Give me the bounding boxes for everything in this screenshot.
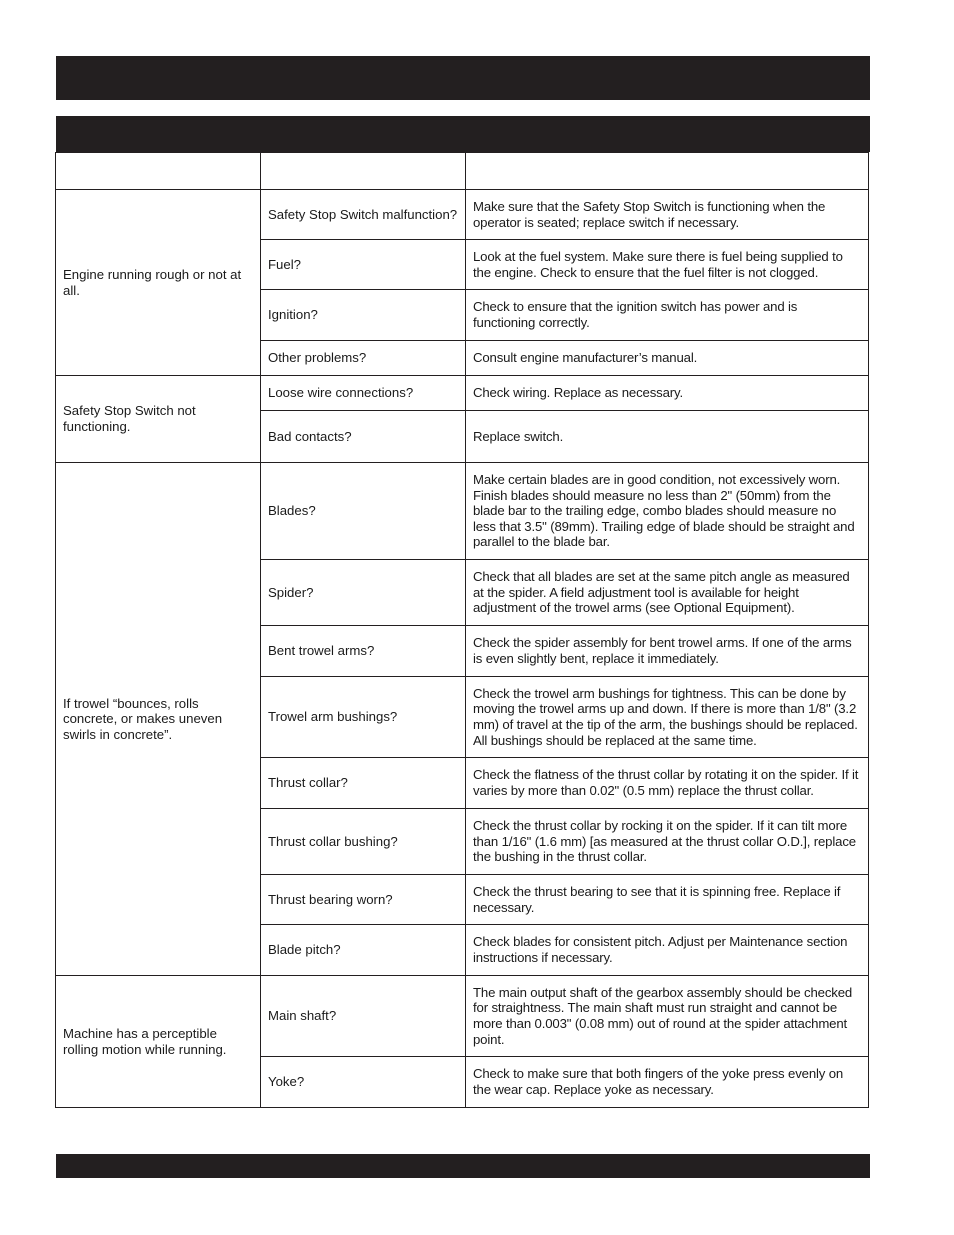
cause-cell: Main shaft?: [261, 976, 466, 1057]
remedy-cell: Check the spider assembly for bent trowel arms. If one of the arms is even slightly bent, replace it immediately.: [466, 626, 869, 677]
column-header-symptom: [56, 153, 261, 190]
table-row: [56, 190, 869, 240]
remedy-cell: The main output shaft of the gearbox assembly should be checked for straightness. The main shaft must run straight and cannot be more than 0.003" (0.08 mm) out of round at the spider attachment point.: [466, 976, 869, 1057]
remedy-cell: Check to ensure that the ignition switch has power and is functioning correctly.: [466, 290, 869, 341]
table-row: [56, 376, 869, 411]
remedy-cell: Check the flatness of the thrust collar by rotating it on the spider. If it varies by more than 0.02" (0.5 mm) replace the thrust collar.: [466, 758, 869, 809]
remedy-cell: Replace switch.: [466, 411, 869, 463]
table-row: [56, 463, 869, 560]
page-footer-bar: [56, 1154, 870, 1178]
cause-cell: Ignition?: [261, 290, 466, 341]
cause-cell: Yoke?: [261, 1057, 466, 1108]
cause-cell: Thrust collar?: [261, 758, 466, 809]
remedy-cell: Check the thrust bearing to see that it is spinning free. Replace if necessary.: [466, 875, 869, 925]
remedy-cell: Check to make sure that both fingers of the yoke press evenly on the wear cap. Replace yoke as necessary.: [466, 1057, 869, 1108]
table-header-row: [56, 153, 869, 190]
symptom-cell: If trowel “bounces, rolls concrete, or makes uneven swirls in concrete”.: [56, 463, 261, 976]
remedy-cell: Look at the fuel system. Make sure there is fuel being supplied to the engine. Check to ensure that the fuel filter is not clogged.: [466, 240, 869, 290]
cause-cell: Trowel arm bushings?: [261, 677, 466, 758]
remedy-cell: Make sure that the Safety Stop Switch is functioning when the operator is seated; replace switch if necessary.: [466, 190, 869, 240]
cause-cell: Spider?: [261, 560, 466, 626]
cause-cell: Thrust collar bushing?: [261, 809, 466, 875]
section-header-bar: [56, 116, 870, 152]
cause-cell: Blades?: [261, 463, 466, 560]
table-row: [56, 976, 869, 1057]
remedy-cell: Consult engine manufacturer’s manual.: [466, 341, 869, 376]
troubleshooting-table: [55, 152, 869, 1108]
remedy-cell: Check wiring. Replace as necessary.: [466, 376, 869, 411]
remedy-cell: Check the thrust collar by rocking it on the spider. If it can tilt more than 1/16" (1.6 mm) [as measured at the thrust collar O.D.], replace the bushing in the thrust collar.: [466, 809, 869, 875]
page-header-bar: [56, 56, 870, 100]
cause-cell: Safety Stop Switch malfunction?: [261, 190, 466, 240]
symptom-cell: Safety Stop Switch not functioning.: [56, 376, 261, 463]
cause-cell: Loose wire connections?: [261, 376, 466, 411]
remedy-cell: Check the trowel arm bushings for tightness. This can be done by moving the trowel arms up and down. If there is more than 1/8" (3.2 mm) of travel at the tip of the arm, the bushings should be replaced. All bushings should be replaced at the same time.: [466, 677, 869, 758]
cause-cell: Blade pitch?: [261, 925, 466, 976]
column-header-cause: [261, 153, 466, 190]
cause-cell: Thrust bearing worn?: [261, 875, 466, 925]
cause-cell: Fuel?: [261, 240, 466, 290]
remedy-cell: Check blades for consistent pitch. Adjust per Maintenance section instructions if necessary.: [466, 925, 869, 976]
column-header-remedy: [466, 153, 869, 190]
remedy-cell: Make certain blades are in good condition, not excessively worn. Finish blades should measure no less than 2" (50mm) from the blade bar to the trailing edge, combo blades should measure no less that 3.5" (89mm). Trailing edge of blade should be straight and parallel to the blade bar.: [466, 463, 869, 560]
remedy-cell: Check that all blades are set at the same pitch angle as measured at the spider. A field adjustment tool is available for height adjustment of the trowel arms (see Optional Equipment).: [466, 560, 869, 626]
cause-cell: Bent trowel arms?: [261, 626, 466, 677]
cause-cell: Other problems?: [261, 341, 466, 376]
cause-cell: Bad contacts?: [261, 411, 466, 463]
symptom-cell: Engine running rough or not at all.: [56, 190, 261, 376]
symptom-cell: Machine has a perceptible rolling motion while running.: [56, 976, 261, 1108]
